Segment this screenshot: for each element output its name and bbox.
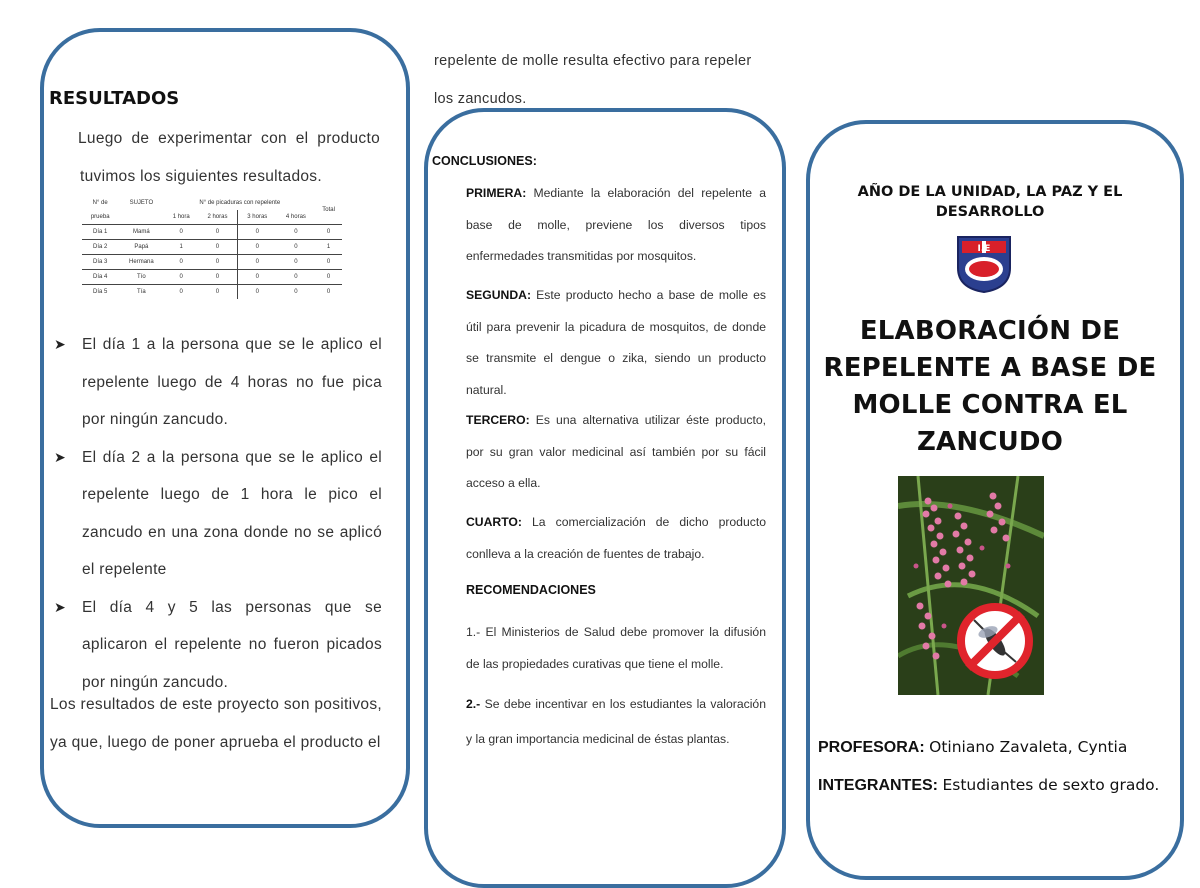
results-conclusion-text: Los resultados de este proyecto son positivos, ya que, luego de poner aprueba el producto el [50,696,382,751]
recommendation-item [466,617,766,680]
table-cell: 0 [277,240,316,255]
table-cell: Papá [118,240,164,255]
table-cell: Hermana [118,255,164,270]
table-header-cell: 3 horas [237,210,276,225]
results-table [82,196,342,299]
results-bullet-list [52,326,382,701]
table-cell: 0 [198,270,237,285]
conclusion-label: TERCERO: [466,413,530,427]
recommendation-text: El Ministerios de Salud debe promover la difusión de las propiedades curativas que tiene el molle. [466,625,766,671]
results-heading: RESULTADOS [49,88,180,109]
table-cell: 0 [237,270,276,285]
conclusion-text: Mediante la elaboración del repelente a base de molle, previene los diversos tipos enfermedades transmitidas por mosquitos. [466,186,767,263]
results-intro: Luego de experimentar con el producto tuvimos los siguientes resultados. [78,130,380,185]
main-title: ELABORACIÓN DE REPELENTE A BASE DE MOLLE CONTRA EL ZANCUDO [823,316,1157,457]
table-cell: Tía [118,285,164,300]
school-logo [955,234,1013,294]
arrow-bullet-icon: ➤ [54,448,67,465]
table-cell: 0 [315,285,342,300]
table-cell: 0 [198,240,237,255]
table-cell: 0 [315,270,342,285]
list-item [52,589,382,702]
logo-text: I.E [977,244,991,254]
year-title: AÑO DE LA UNIDAD, LA PAZ Y EL DESARROLLO [857,184,1123,220]
arrow-bullet-icon: ➤ [54,336,67,352]
list-item [52,326,382,439]
recommendation-item [466,687,766,757]
table-cell: Día 5 [82,285,118,300]
recommendation-text: Se debe incentivar en los estudiantes la valoración y la gran importancia medicinal de éstas plantas. [466,697,766,746]
table-header-cell: N° de picaduras con repelente [199,200,281,206]
conclusions-heading: CONCLUSIONES: [432,154,537,168]
no-mosquito-icon [956,602,1034,680]
conclusion-text: Es una alternativa utilizar éste producto, por su gran valor medicinal así también por su fácil acceso a ella. [466,413,766,490]
table-header-cell: 1 hora [172,214,190,220]
table-row [82,255,342,270]
recommendation-label: 1.- [466,625,481,639]
teacher-name: Otiniano Zavaleta, Cyntia [929,738,1128,756]
conclusion-first [466,178,766,273]
conclusion-fourth [466,507,766,570]
table-cell: 0 [198,285,237,300]
table-cell: 0 [237,285,276,300]
table-header-cell: 2 horas [207,214,228,220]
conclusion-second [466,280,766,406]
table-cell: Día 4 [82,270,118,285]
members-label: INTEGRANTES: [818,777,938,794]
bullet-text: El día 1 a la persona que se le aplico el repelente luego de 4 horas no fue pica por ningún zancudo. [82,336,382,428]
table-cell: 0 [237,255,276,270]
table-cell: 0 [198,255,237,270]
list-item [52,439,382,589]
table-cell: 0 [237,240,276,255]
bullet-text: El día 4 y 5 las personas que se aplicaron el repelente no fueron picados por ningún zancudo. [82,598,382,691]
table-cell: 0 [277,255,316,270]
table-cell: 1 [164,240,198,255]
teacher-label: PROFESORA: [818,739,925,756]
table-header-cell: SUJETO [129,200,154,206]
table-cell: Día 1 [82,225,118,240]
table-cell: 0 [277,285,316,300]
conclusion-label: SEGUNDA: [466,288,532,302]
table-cell: Tío [118,270,164,285]
table-cell: 0 [164,225,198,240]
molle-plant-image [898,476,1044,695]
arrow-bullet-icon: ➤ [54,598,67,615]
conclusion-text: Este producto hecho a base de molle es útil para prevenir la picadura de mosquitos, de donde se transmite el dengue o zika, siendo un producto natural. [466,288,767,397]
members-value: Estudiantes de sexto grado. [942,776,1160,794]
table-header-cell: N° de [92,200,108,206]
recommendation-label: 2.- [466,697,481,711]
conclusion-label: PRIMERA: [466,186,527,200]
table-cell: 1 [315,240,342,255]
conclusion-label: CUARTO: [466,515,522,529]
table-cell: 0 [277,270,316,285]
table-cell: Día 3 [82,255,118,270]
table-header-cell: prueba [90,214,110,220]
table-cell: 0 [198,225,237,240]
conclusion-third [466,405,766,500]
teacher-line [818,738,1127,757]
conclusion-text: La comercialización de dicho producto conlleva a la creación de fuentes de trabajo. [466,515,767,561]
table-header-row [82,210,342,225]
bullet-text: El día 2 a la persona que se le aplico el repelente luego de 1 hora le pico el zancudo en una zona donde no se aplicó el repelente [82,448,382,578]
continuation-text: repelente de molle resulta efectivo para repeler los zancudos. [434,53,752,107]
table-cell: Mamá [118,225,164,240]
table-cell: 0 [164,255,198,270]
members-line [818,776,1159,795]
table-header-cell: 4 horas [285,214,306,220]
table-cell: 0 [237,225,276,240]
table-cell: 0 [315,225,342,240]
table-cell: 0 [164,285,198,300]
school-shield-icon [955,234,1013,294]
table-row [82,225,342,240]
table-header-cell: Total [322,207,335,213]
table-row [82,285,342,300]
table-cell: 0 [277,225,316,240]
table-cell: Día 2 [82,240,118,255]
table-row [82,270,342,285]
table-cell: 0 [164,270,198,285]
table-header-row [82,196,342,210]
table-header-cell [118,210,164,225]
table-row [82,240,342,255]
recommendations-heading: RECOMENDACIONES [466,583,596,597]
table-cell: 0 [315,255,342,270]
